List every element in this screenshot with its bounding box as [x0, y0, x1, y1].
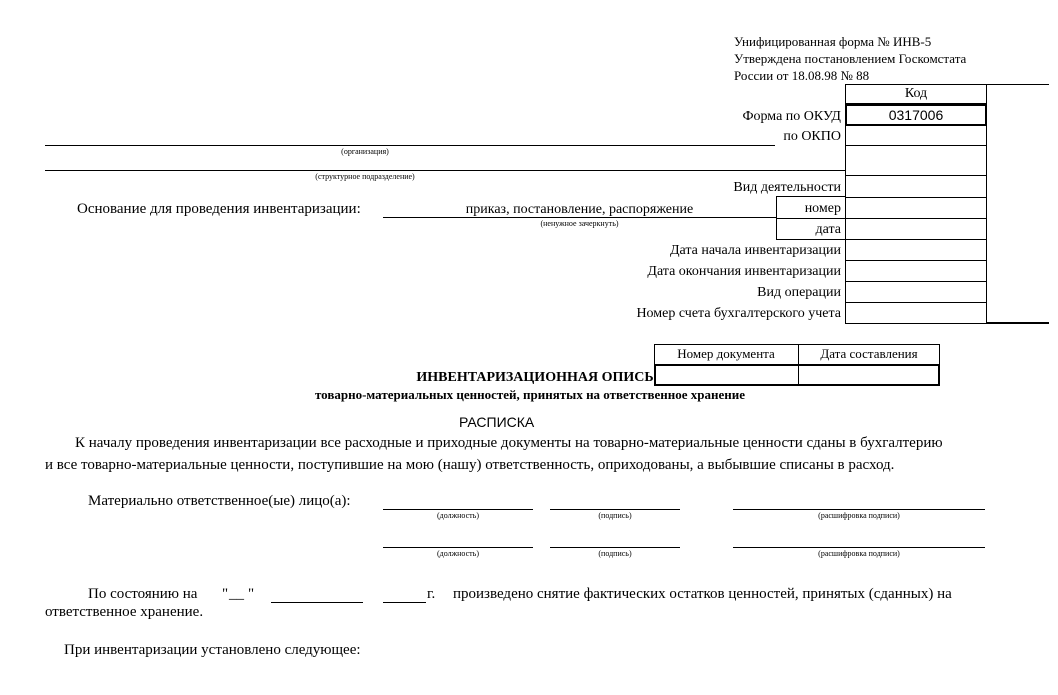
account-label: Номер счета бухгалтерского учета: [636, 306, 841, 321]
document-subtitle: товарно-материальных ценностей, принятых на ответственное хранение: [314, 387, 746, 402]
date-label: дата: [815, 222, 841, 237]
state-prefix: По состоянию на: [88, 586, 198, 602]
end-date-label: Дата окончания инвентаризации: [647, 264, 841, 279]
form-approval-date: России от 18.08.98 № 88: [734, 68, 870, 83]
position-caption-1: (должность): [437, 511, 479, 520]
quote-close: ": [248, 586, 255, 602]
month-field[interactable]: [271, 602, 363, 603]
day-field[interactable]: __: [229, 586, 244, 602]
year-field[interactable]: [383, 602, 426, 603]
doc-table-values-row[interactable]: [654, 364, 940, 386]
basis-label: Основание для проведения инвентаризации:: [77, 201, 361, 217]
year-suffix: г.: [427, 586, 436, 602]
decode-caption-1: (расшифровка подписи): [818, 511, 900, 520]
code-table-bottom-line: [987, 322, 1049, 324]
quote-open: ": [222, 586, 229, 602]
basis-line[interactable]: [383, 217, 776, 218]
operation-label: Вид операции: [757, 285, 841, 300]
okud-value: 0317006: [888, 107, 944, 123]
form-name: Унифицированная форма № ИНВ-5: [734, 34, 932, 49]
receipt-text-line1: К началу проведения инвентаризации все расходные и приходные документы на товарно-материальные ценности сданы в бухгалтерию: [75, 435, 943, 451]
code-header-cell: [845, 84, 987, 104]
doc-date-header: Дата составления: [820, 346, 918, 361]
established-text: При инвентаризации установлено следующее:: [64, 642, 361, 658]
basis-caption: (ненужное зачеркнуть): [540, 219, 619, 228]
code-column: [845, 104, 987, 324]
doc-number-header: Номер документа: [677, 346, 775, 361]
division-caption: (структурное подразделение): [315, 172, 415, 181]
okud-cell[interactable]: [845, 104, 987, 126]
organization-line[interactable]: [45, 145, 775, 146]
division-line[interactable]: [45, 170, 845, 171]
position-line-1[interactable]: [383, 509, 533, 510]
signature-line-1[interactable]: [550, 509, 680, 510]
okud-label: Форма по ОКУД: [742, 109, 841, 124]
decode-line-2[interactable]: [733, 547, 985, 548]
document-title: ИНВЕНТАРИЗАЦИОННАЯ ОПИСЬ: [416, 370, 654, 385]
responsible-label: Материально ответственное(ые) лицо(а):: [88, 493, 351, 509]
state-text-2: ответственное хранение.: [45, 604, 204, 620]
number-label: номер: [804, 201, 841, 216]
receipt-heading: РАСПИСКА: [459, 414, 535, 430]
form-approval: Утверждена постановлением Госкомстата: [734, 51, 967, 66]
organization-caption: (организация): [341, 147, 389, 156]
signature-caption-1: (подпись): [598, 511, 632, 520]
state-text: произведено снятие фактических остатков ценностей, принятых (сданных) на: [453, 586, 952, 602]
basis-value: приказ, постановление, распоряжение: [465, 202, 694, 217]
decode-caption-2: (расшифровка подписи): [818, 549, 900, 558]
okpo-label: по ОКПО: [783, 129, 841, 144]
position-caption-2: (должность): [437, 549, 479, 558]
signature-caption-2: (подпись): [598, 549, 632, 558]
receipt-text-line2: и все товарно-материальные ценности, поступившие на мою (нашу) ответственность, оприходованы, а выбывшие списаны в расход.: [45, 457, 895, 473]
decode-line-1[interactable]: [733, 509, 985, 510]
signature-line-2[interactable]: [550, 547, 680, 548]
code-header: Код: [904, 86, 928, 101]
position-line-2[interactable]: [383, 547, 533, 548]
start-date-label: Дата начала инвентаризации: [669, 243, 841, 258]
activity-label: Вид деятельности: [733, 180, 841, 195]
